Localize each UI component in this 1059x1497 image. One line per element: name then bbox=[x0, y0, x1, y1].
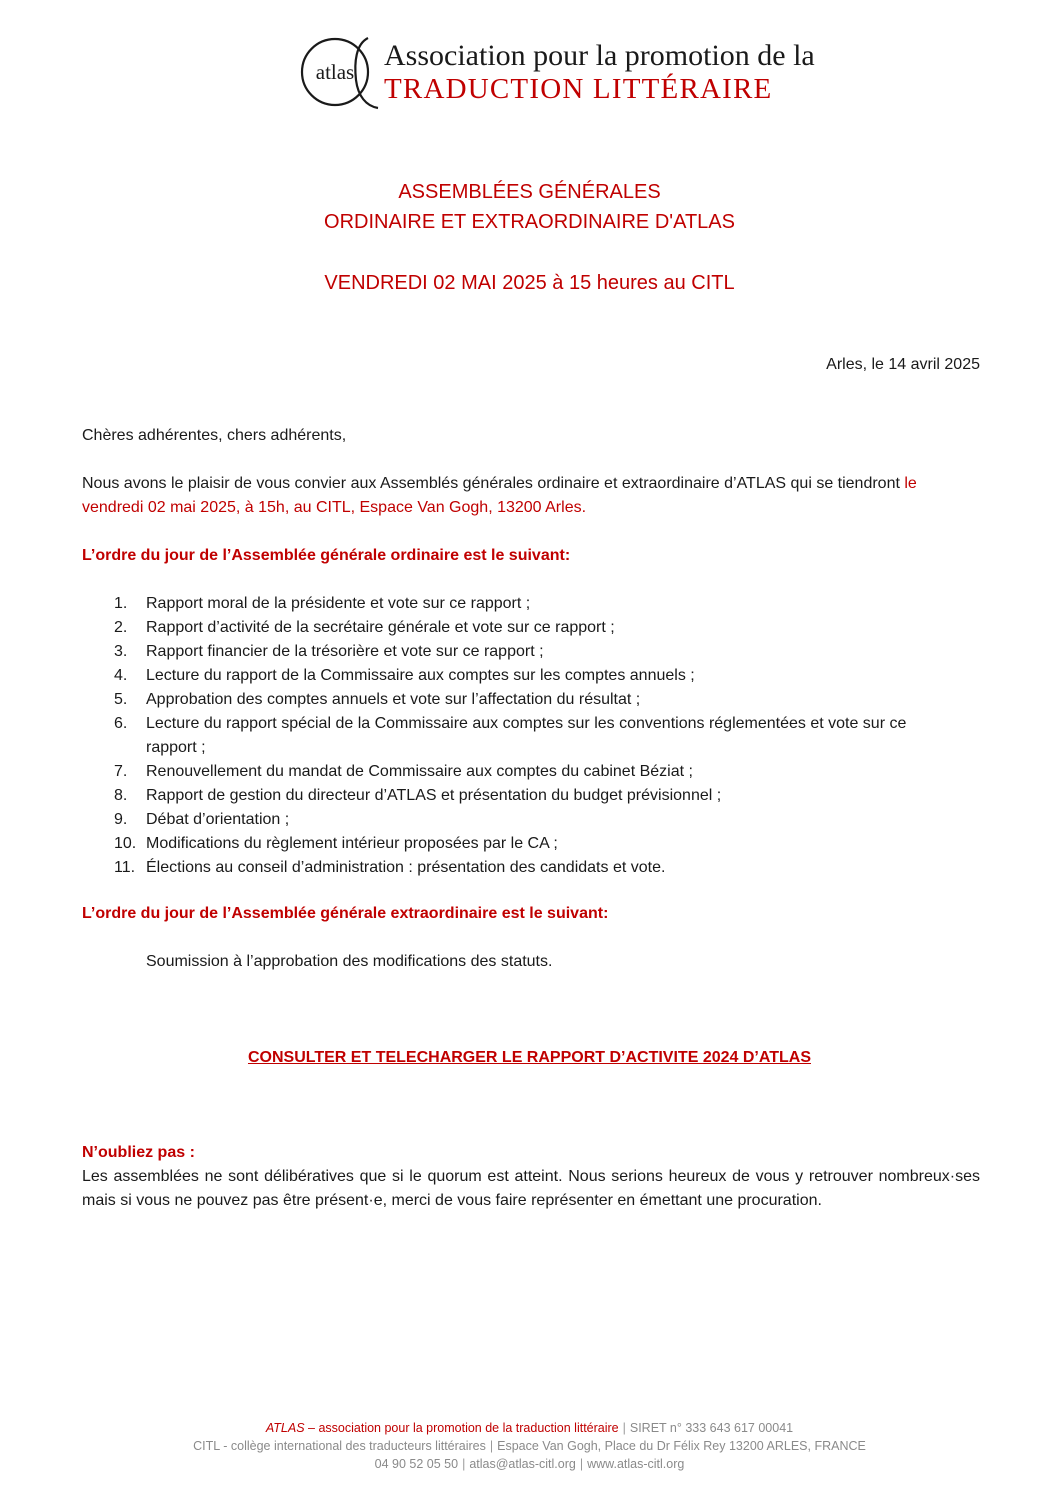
footer-line-3: 04 90 52 05 50 | atlas@atlas-citl.org | www.atlas-citl.org bbox=[374, 1457, 685, 1471]
report-download-link[interactable]: CONSULTER ET TELECHARGER LE RAPPORT D’ACTIVITE 2024 D’ATLAS bbox=[247, 1049, 811, 1066]
footer-line-2: CITL - collège international des traducteurs littéraires | Espace Van Gogh, Place du Dr Félix Rey 13200 ARLES, FRANCE bbox=[193, 1439, 866, 1453]
footer-address: Espace Van Gogh, Place du Dr Félix Rey 13200 ARLES, FRANCE bbox=[497, 1439, 866, 1453]
intro-highlight: le vendredi 02 mai 2025, à 15h, au CITL, Espace Van Gogh, 13200 Arles. bbox=[82, 475, 917, 516]
footer-association: – association pour la promotion de la traduction littéraire bbox=[304, 1421, 619, 1435]
item-text: Débat d’orientation ; bbox=[146, 811, 290, 828]
item-number: 7. bbox=[114, 763, 128, 780]
list-item bbox=[82, 760, 922, 784]
item-number: 4. bbox=[114, 667, 128, 684]
list-item bbox=[82, 592, 922, 616]
list-item bbox=[82, 832, 922, 856]
item-number: 9. bbox=[114, 811, 128, 828]
list-item bbox=[82, 856, 922, 880]
reminder-heading: N’oubliez pas : bbox=[82, 1144, 195, 1161]
item-number: 3. bbox=[114, 643, 128, 660]
list-item bbox=[82, 784, 922, 808]
item-number: 5. bbox=[114, 691, 128, 708]
footer-citl: CITL - collège international des traducteurs littéraires bbox=[193, 1439, 486, 1453]
list-item bbox=[82, 640, 922, 664]
item-number: 2. bbox=[114, 619, 128, 636]
extraordinary-agenda-heading: L’ordre du jour de l’Assemblée générale extraordinaire est le suivant: bbox=[82, 905, 609, 922]
item-number: 1. bbox=[114, 595, 128, 612]
item-text: Modifications du règlement intérieur proposées par le CA ; bbox=[146, 835, 558, 852]
extraordinary-agenda-item: Soumission à l’approbation des modifications des statuts. bbox=[146, 953, 553, 970]
intro-text: Nous avons le plaisir de vous convier aux Assemblés générales ordinaire et extraordinaire d’ATLAS qui se tiendront bbox=[82, 475, 905, 492]
item-text: Lecture du rapport de la Commissaire aux comptes sur les comptes annuels ; bbox=[146, 667, 695, 684]
title-line-2: ORDINAIRE ET EXTRAORDINAIRE D'ATLAS bbox=[324, 211, 735, 233]
list-item bbox=[82, 616, 922, 640]
atlas-logo bbox=[298, 34, 815, 110]
atlas-alpha-mark-icon bbox=[298, 34, 384, 110]
list-item bbox=[82, 808, 922, 832]
title-line-1: ASSEMBLÉES GÉNÉRALES bbox=[398, 181, 661, 203]
item-number: 10. bbox=[114, 835, 137, 852]
date-line: Arles, le 14 avril 2025 bbox=[826, 356, 980, 373]
footer bbox=[0, 1419, 1059, 1473]
item-number: 11. bbox=[114, 859, 136, 876]
list-item bbox=[82, 712, 922, 760]
title-line-3: VENDREDI 02 MAI 2025 à 15 heures au CITL bbox=[324, 272, 735, 294]
footer-brand: ATLAS bbox=[265, 1421, 305, 1435]
footer-line-1: ATLAS – association pour la promotion de la traduction littéraire | SIRET n° 333 643 617 00041 bbox=[265, 1421, 794, 1435]
footer-email[interactable]: atlas@atlas-citl.org bbox=[469, 1457, 576, 1471]
ordinary-agenda-list bbox=[82, 592, 922, 880]
footer-siret: SIRET n° 333 643 617 00041 bbox=[629, 1421, 794, 1435]
footer-website[interactable]: www.atlas-citl.org bbox=[587, 1457, 685, 1471]
item-text: Rapport d’activité de la secrétaire générale et vote sur ce rapport ; bbox=[146, 619, 615, 636]
reminder-text: Les assemblées ne sont délibératives que si le quorum est atteint. Nous serions heureux de vous y retrouver nombreux·ses mais si vous ne pouvez pas être présent·e, merci de vous faire représenter en émettant une procuration. bbox=[82, 1168, 980, 1209]
greeting: Chères adhérentes, chers adhérents, bbox=[82, 427, 347, 444]
item-text: Rapport moral de la présidente et vote sur ce rapport ; bbox=[146, 595, 531, 612]
intro-paragraph bbox=[82, 472, 980, 520]
list-item bbox=[82, 688, 922, 712]
item-number: 8. bbox=[114, 787, 128, 804]
logo-line-2: TRADUCTION LITTÉRAIRE bbox=[384, 73, 773, 105]
logo-mark-text: atlas bbox=[315, 60, 355, 84]
item-text: Lecture du rapport spécial de la Commissaire aux comptes sur les conventions réglementées et vote sur ce rapport ; bbox=[146, 715, 907, 756]
item-text: Rapport de gestion du directeur d’ATLAS et présentation du budget prévisionnel ; bbox=[146, 787, 722, 804]
item-number: 6. bbox=[114, 715, 128, 732]
logo-line-1: Association pour la promotion de la bbox=[384, 39, 815, 72]
item-text: Approbation des comptes annuels et vote sur l’affectation du résultat ; bbox=[146, 691, 641, 708]
item-text: Élections au conseil d’administration : présentation des candidats et vote. bbox=[146, 859, 666, 876]
list-item bbox=[82, 664, 922, 688]
footer-phone: 04 90 52 05 50 bbox=[374, 1457, 459, 1471]
item-text: Rapport financier de la trésorière et vote sur ce rapport ; bbox=[146, 643, 544, 660]
ordinary-agenda-heading: L’ordre du jour de l’Assemblée générale ordinaire est le suivant: bbox=[82, 547, 571, 564]
item-text: Renouvellement du mandat de Commissaire aux comptes du cabinet Béziat ; bbox=[146, 763, 693, 780]
